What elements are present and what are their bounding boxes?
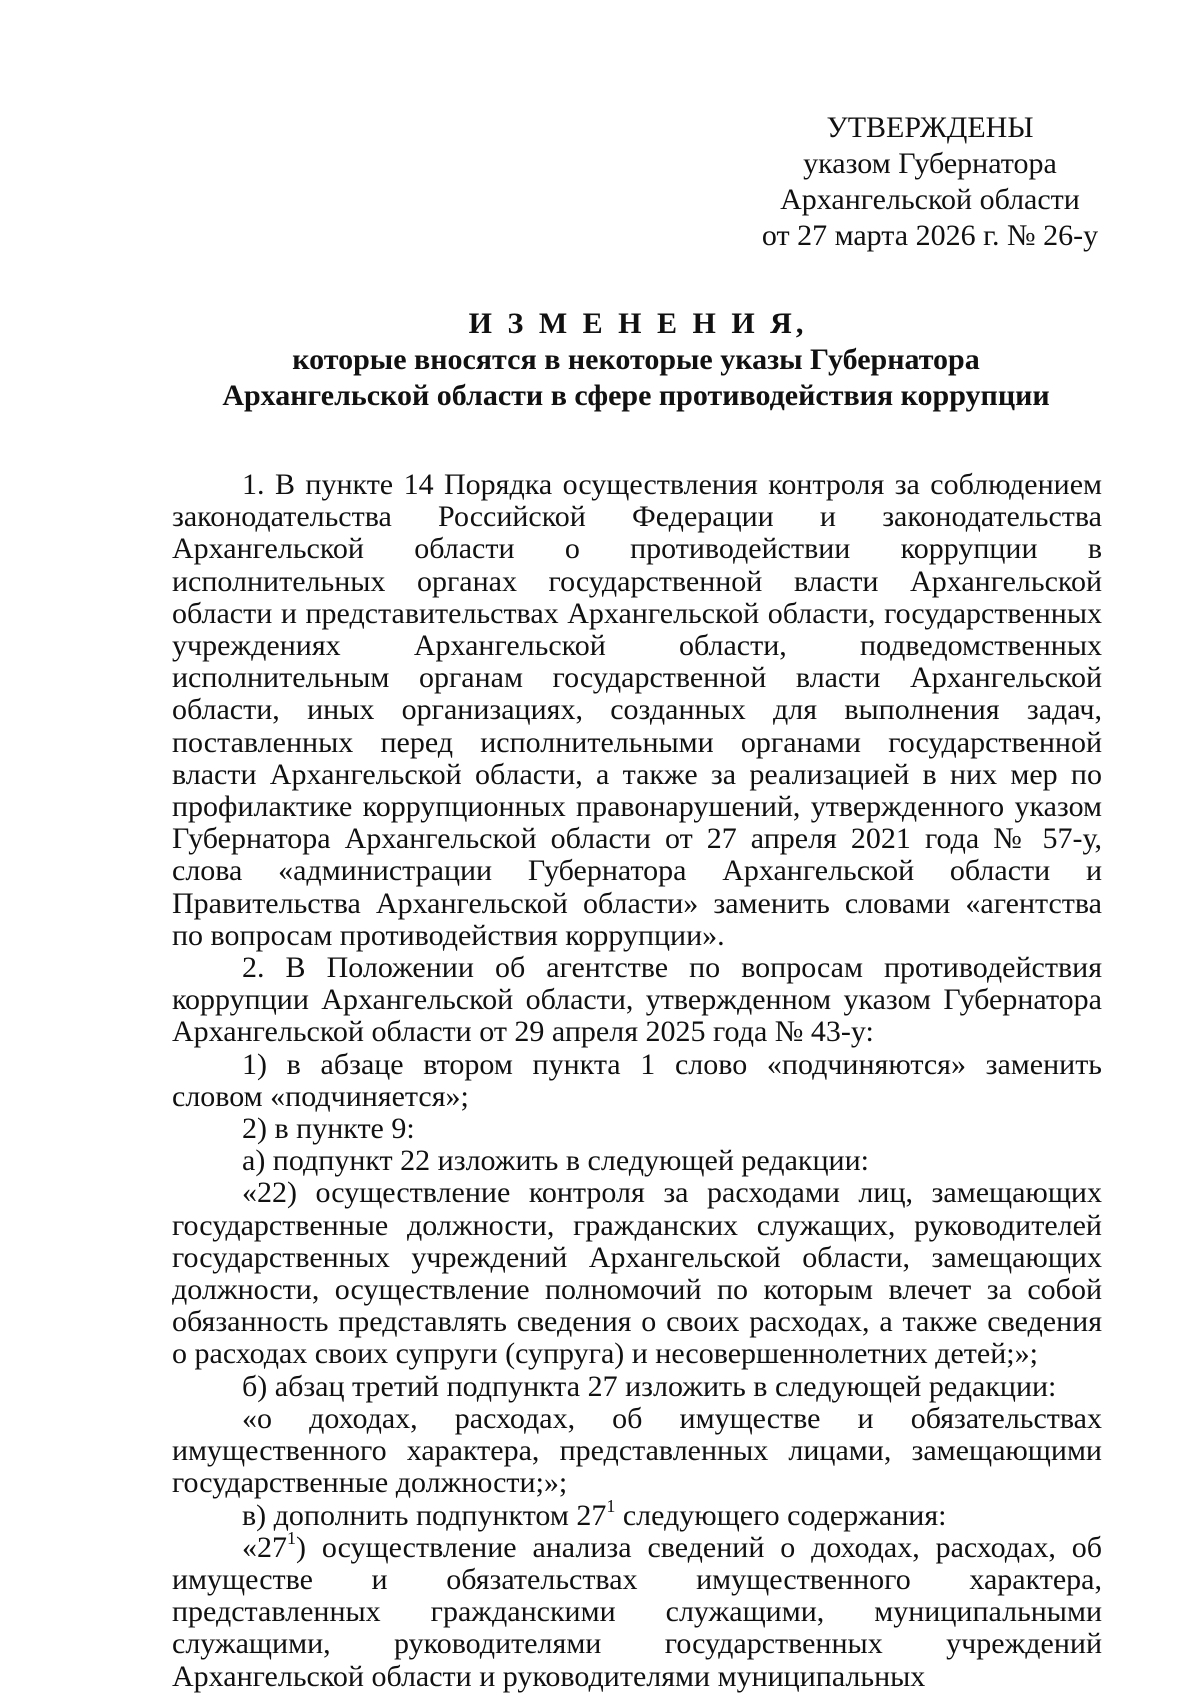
quoted-text-27-1 [172,1527,1102,1693]
approval-heading: УТВЕРЖДЕНЫ [826,111,1034,144]
subitem-v-text-end: следующего содержания: [615,1498,947,1532]
approval-line: указом Губернатора [803,147,1057,180]
title-subline: Архангельской области в сфере противодействия коррупции [222,379,1050,412]
quoted-text-start: «27 [242,1530,287,1564]
title-main-line [170,306,1102,342]
approval-stamp [760,110,1100,254]
subitem-a: а) подпункт 22 изложить в следующей редакции: [242,1144,869,1178]
approval-date-number: от 27 марта 2026 г. № 26-у [761,219,1099,252]
title-main: И З М Е Н Е Н И Я [468,307,796,340]
paragraph-2-item-2: 2) в пункте 9: [242,1112,415,1146]
paragraph-1: 1. В пункте 14 Порядка осуществления контроля за соблюдением законодательства Российской Федерации и законодательства Архангельской области о противодействии коррупции в исполнительных органах государственной власти Архангельской области и представительствах Архангельской области, государственных учреждениях Архангельской области, подведомственных исполнительным органам государственной власти Архангельской области, иных организациях, созданных для выполнения задач, поставленных перед исполнительными органами государственной власти Архангельской области, а также за реализацией в них мер по профилактике коррупционных правонарушений, утвержденного указом Губернатора Архангельской области от 27 апреля 2021 года № 57-у, слова «администрации Губернатора Архангельской области и Правительства Архангельской области» заменить словами «агентства по вопросам противодействия коррупции». [172,468,1102,952]
superscript: 1 [606,1495,616,1516]
quoted-text-22: «22) осуществление контроля за расходами лиц, замещающих государственные должности, гражданских служащих, руководителей государственных учреждений Архангельской области, замещающих должности, осуществление полномочий по которым влечет за собой обязанность представлять сведения о своих расходах, а также сведения о расходах своих супруги (супруга) и несовершеннолетних детей;»; [172,1176,1102,1371]
quoted-text-rest: ) осуществление анализа сведений о доходах, расходах, об имуществе и обязательствах имущественного характера, представленных гражданскими служащими, муниципальными служащими, руководителями государственных учреждений Архангельской области и руководителями муниципальных [172,1530,1102,1693]
document-body [172,469,1102,1693]
approval-line: Архангельской области [780,183,1080,216]
superscript: 1 [287,1527,296,1548]
quoted-text-27: «о доходах, расходах, об имуществе и обязательствах имущественного характера, представленных лицами, замещающими государственные должности;»; [172,1401,1102,1500]
subitem-b: б) абзац третий подпункта 27 изложить в следующей редакции: [242,1369,1057,1403]
subitem-v [172,1495,1102,1532]
document-title [170,306,1102,414]
paragraph-2-item-1: 1) в абзаце втором пункта 1 слово «подчиняются» заменить словом «подчиняется»; [172,1047,1102,1113]
subitem-v-text: в) дополнить подпунктом 27 [242,1498,607,1532]
title-subline: которые вносятся в некоторые указы Губернатора [292,343,980,376]
title-main-suffix: , [795,307,804,340]
paragraph-2: 2. В Положении об агентстве по вопросам противодействия коррупции Архангельской области, утвержденном указом Губернатора Архангельской области от 29 апреля 2025 года № 43-у: [172,951,1102,1049]
